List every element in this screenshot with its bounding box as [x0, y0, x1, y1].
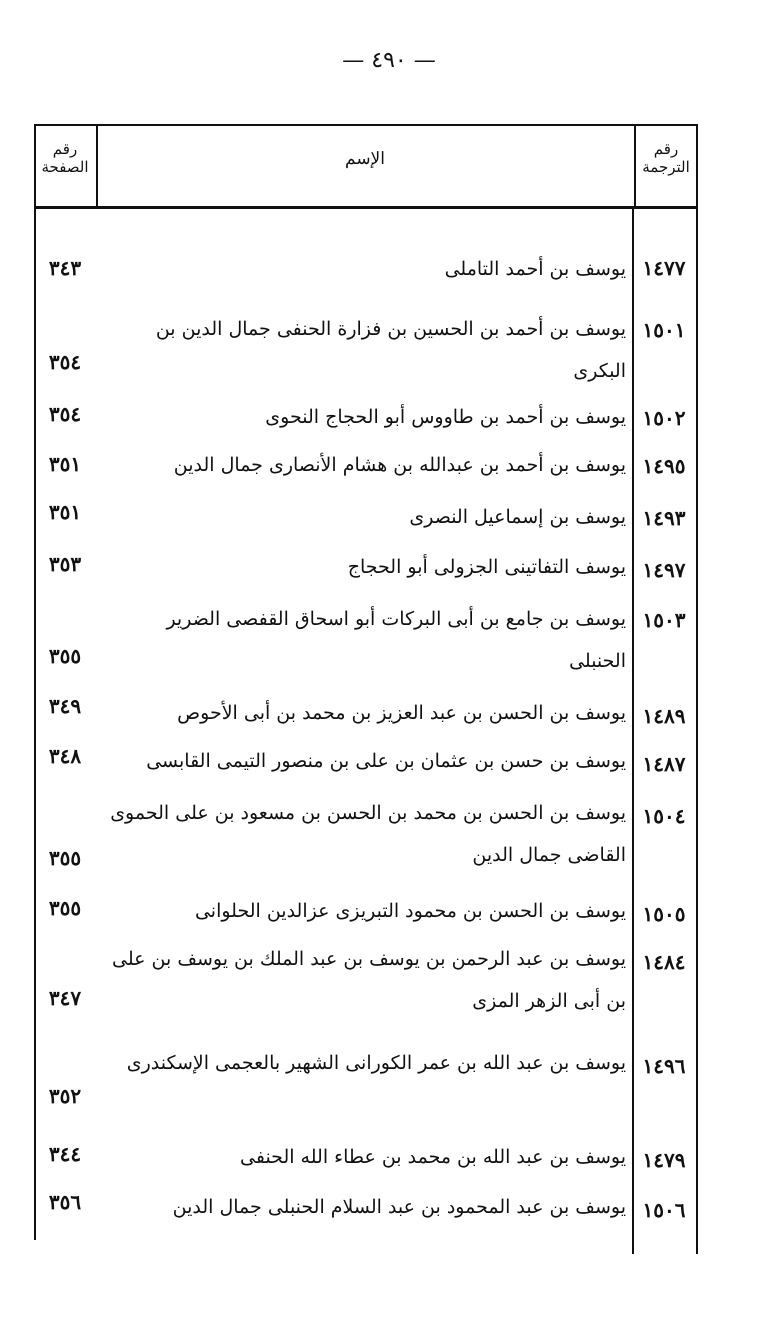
entry-page: ٣٤٧ — [48, 986, 82, 1010]
entry-page: ٣٤٨ — [48, 744, 82, 768]
entry-name: يوسف بن عبد الله بن عمر الكورانى الشهير بالعجمى الإسكندرى — [126, 1052, 626, 1074]
entry-name: يوسف بن حسن بن عثمان بن على بن منصور التيمى القابسى — [146, 750, 626, 772]
table-right-border — [696, 124, 698, 1254]
entry-number: ١٥٠٦ — [642, 1198, 686, 1222]
entry-page: ٣٥٦ — [48, 1190, 82, 1214]
table-top-rule — [34, 124, 698, 126]
entry-page: ٣٥٢ — [48, 1084, 82, 1108]
entry-number: ١٤٩٦ — [642, 1054, 686, 1078]
entry-number: ١٥٠٢ — [642, 406, 686, 430]
entry-name: يوسف التفاتينى الجزولى أبو الحجاج — [347, 556, 626, 578]
entry-page: ٣٤٣ — [48, 256, 82, 280]
header-rule — [34, 206, 698, 209]
entry-page: ٣٥٥ — [48, 846, 82, 870]
entry-number: ١٤٨٤ — [642, 950, 686, 974]
entry-page: ٣٥١ — [48, 500, 82, 524]
entry-number: ١٤٨٩ — [642, 704, 686, 728]
entry-name: يوسف بن الحسن بن محمود التبريزى عزالدين الحلوانى — [194, 900, 626, 922]
entry-name: يوسف بن الحسن بن عبد العزيز بن محمد بن أبى الأحوص — [177, 702, 626, 724]
entry-page: ٣٤٤ — [48, 1142, 82, 1166]
entry-name: يوسف بن عبد الله بن محمد بن عطاء الله الحنفى — [240, 1146, 626, 1168]
entry-name: يوسف بن إسماعيل النصرى — [409, 506, 626, 528]
page-number: — ٤٩٠ — — [342, 48, 436, 73]
entry-number: ١٤٧٩ — [642, 1148, 686, 1172]
entry-number: ١٤٩٥ — [642, 454, 686, 478]
entry-number: ١٤٨٧ — [642, 752, 686, 776]
entry-number: ١٥٠٤ — [642, 804, 686, 828]
header-entry-number: رقم الترجمة — [642, 140, 690, 176]
entry-name: يوسف بن عبد المحمود بن عبد السلام الحنبلى جمال الدين — [172, 1196, 626, 1218]
entry-name: يوسف بن أحمد بن الحسين بن فزارة الحنفى جمال الدين بن البكرى — [155, 318, 626, 382]
entry-name: يوسف بن أحمد بن طاووس أبو الحجاج النحوى — [265, 406, 626, 428]
entry-number: ١٤٩٧ — [642, 558, 686, 582]
entry-name: يوسف بن الحسن بن محمد بن الحسن بن مسعود بن على الحموى القاضى جمال الدين — [110, 802, 626, 866]
table-left-border — [34, 124, 36, 1240]
entry-number: ١٤٧٧ — [642, 256, 686, 280]
entry-page: ٣٥٤ — [48, 402, 82, 426]
entry-number: ١٥٠٣ — [642, 608, 686, 632]
entry-page: ٣٥١ — [48, 452, 82, 476]
header-page-number: رقم الصفحة — [41, 140, 89, 176]
entry-col-line — [632, 208, 634, 1254]
entry-name: يوسف بن عبد الرحمن بن يوسف بن عبد الملك بن يوسف بن على بن أبى الزهر المزى — [112, 948, 626, 1012]
entry-name: يوسف بن أحمد التاملى — [444, 258, 626, 280]
entry-number: ١٤٩٣ — [642, 506, 686, 530]
entry-page: ٣٥٥ — [48, 644, 82, 668]
entry-number: ١٥٠٥ — [642, 902, 686, 926]
entry-page: ٣٥٣ — [48, 552, 82, 576]
entry-name: يوسف بن جامع بن أبى البركات أبو اسحاق القفصى الضرير الحنبلى — [166, 608, 626, 672]
entry-number: ١٥٠١ — [642, 318, 686, 342]
entry-name: يوسف بن أحمد بن عبدالله بن هشام الأنصارى جمال الدين — [173, 454, 626, 476]
entry-page: ٣٥٥ — [48, 896, 82, 920]
entry-page: ٣٥٤ — [48, 350, 82, 374]
entry-page: ٣٤٩ — [48, 694, 82, 718]
index-table — [34, 124, 698, 1254]
header-name: الإسم — [345, 149, 385, 169]
